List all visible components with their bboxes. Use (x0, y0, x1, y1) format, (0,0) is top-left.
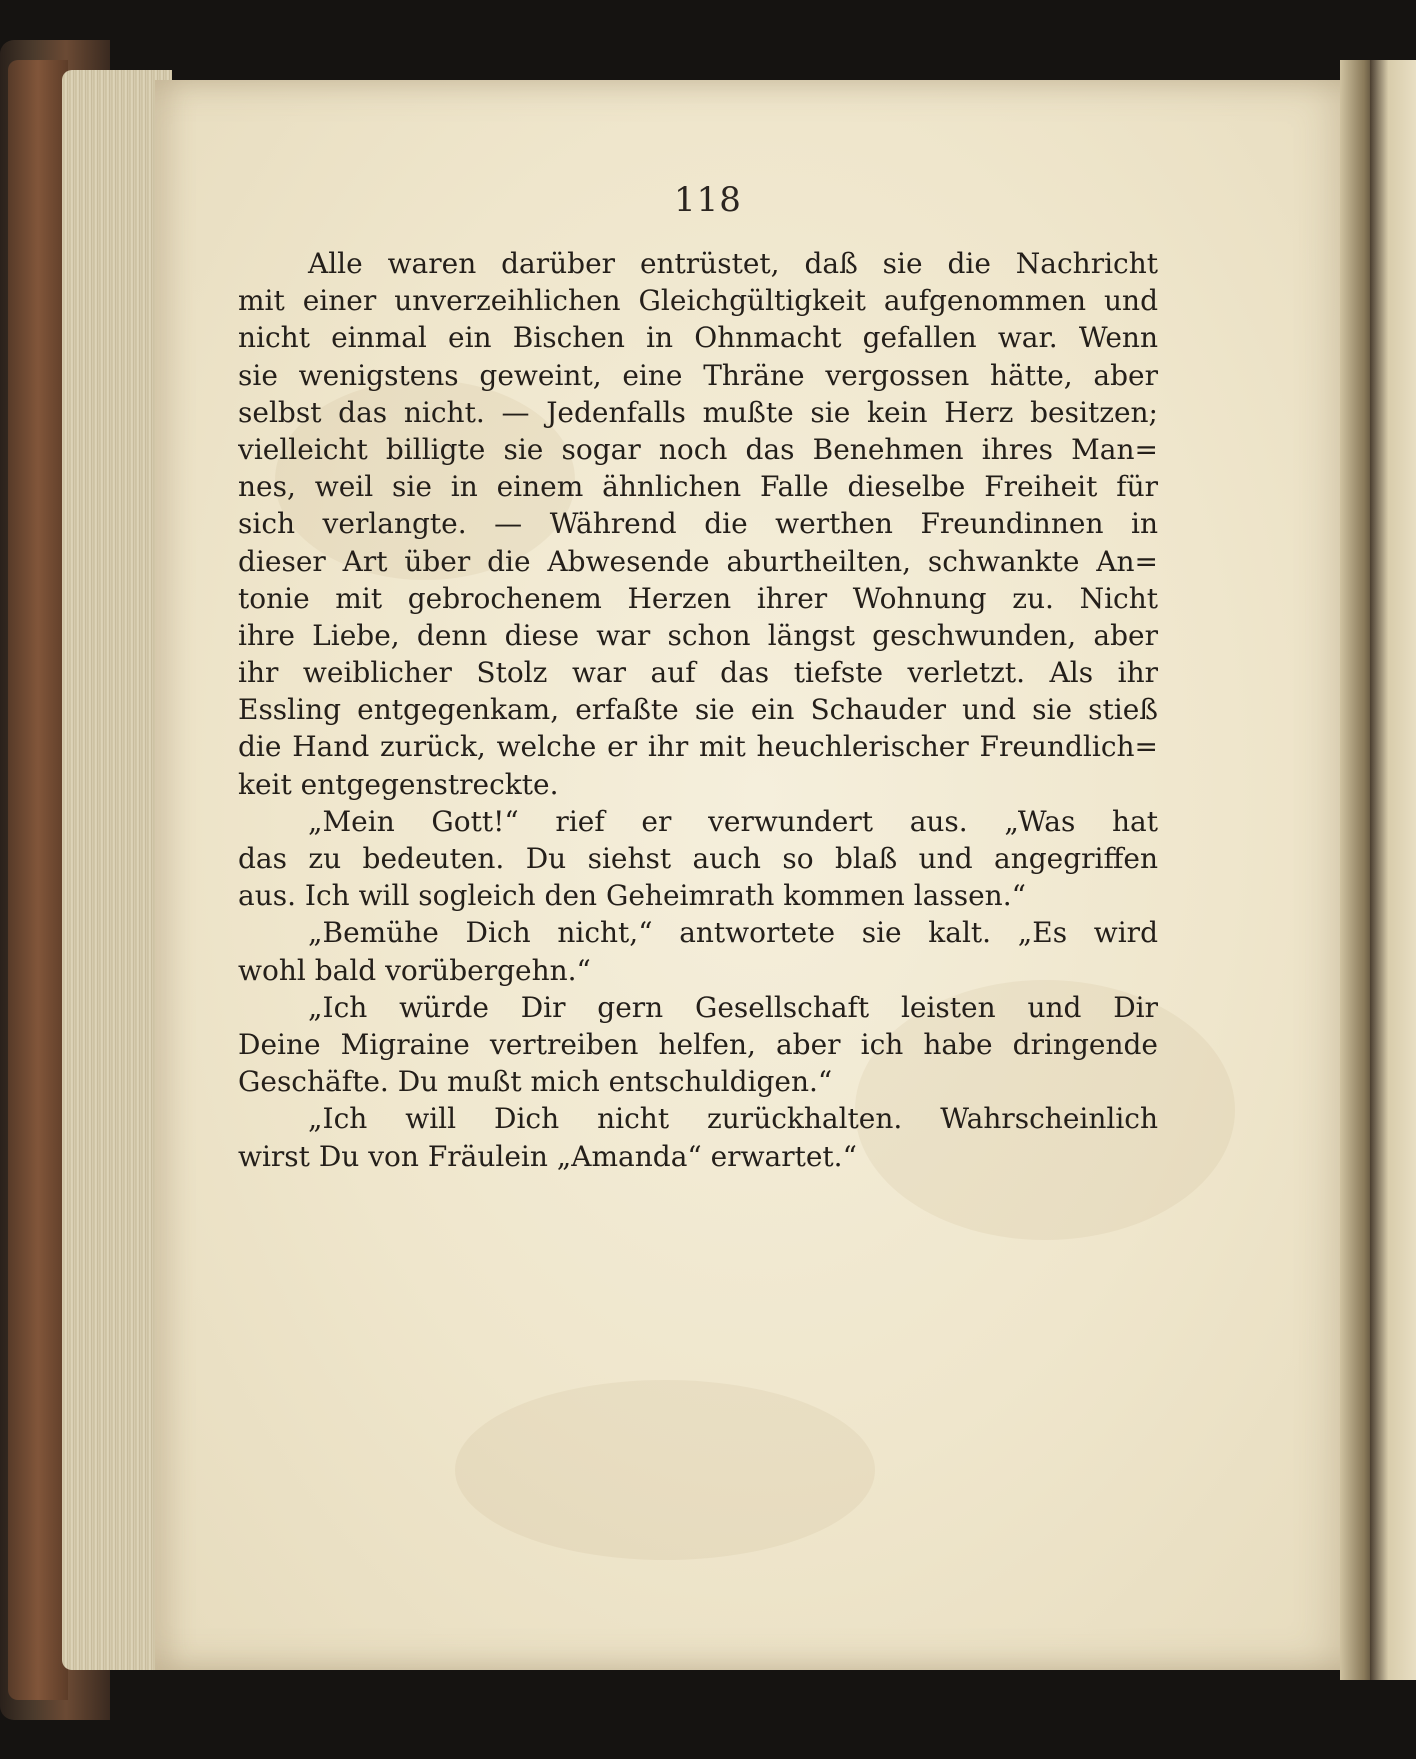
text-line: ihre Liebe, denn diese war schon längst geschwunden, aber (238, 618, 1158, 652)
paper-stain (455, 1380, 875, 1560)
text-line: das zu bedeuten. Du siehst auch so blaß und angegriffen (238, 842, 1158, 875)
text-line: tonie mit gebrochenem Herzen ihrer Wohnung zu. Nicht (238, 581, 1158, 615)
text-line: Geschäfte. Du mußt mich entschuldigen.“ (238, 1065, 833, 1099)
page-number: 118 (674, 180, 742, 220)
text-line: dieser Art über die Abwesende aburtheilten, schwankte An= (238, 544, 1158, 578)
text-line: ihr weiblicher Stolz war auf das tiefste verletzt. Als ihr (238, 656, 1158, 690)
text-line: die Hand zurück, welche er ihr mit heuchlerischer Freundlich= (238, 730, 1158, 764)
text-line: „Ich will Dich nicht zurückhalten. Wahrscheinlich (308, 1102, 1158, 1136)
text-line: sich verlangte. — Während die werthen Freundinnen in (238, 507, 1158, 541)
text-line: wirst Du von Fräulein „Amanda“ erwartet.“ (238, 1139, 857, 1173)
book-spine-edge (8, 60, 68, 1700)
text-line: sie wenigstens geweint, eine Thräne vergossen hätte, aber (238, 358, 1158, 392)
text-line: Alle waren darüber entrüstet, daß sie die Nachricht (308, 247, 1158, 280)
text-line: nicht einmal ein Bischen in Ohnmacht gefallen war. Wenn (238, 321, 1158, 355)
text-line: „Bemühe Dich nicht,“ antwortete sie kalt. „Es wird (308, 916, 1158, 950)
text-line: selbst das nicht. — Jedenfalls mußte sie kein Herz besitzen; (238, 395, 1158, 429)
text-line: Essling entgegenkam, erfaßte sie ein Schauder und sie stieß (238, 693, 1158, 727)
facing-page-edge (1370, 60, 1416, 1680)
text-line: „Mein Gott!“ rief er verwundert aus. „Was hat (308, 804, 1158, 838)
text-line: wohl bald vorübergehn.“ (238, 953, 591, 987)
text-line: nes, weil sie in einem ähnlichen Falle dieselbe Freiheit für (238, 470, 1158, 504)
body-text (238, 245, 1158, 1175)
text-line: vielleicht billigte sie sogar noch das Benehmen ihres Man= (238, 432, 1158, 466)
text-line: aus. Ich will sogleich den Geheimrath kommen lassen.“ (238, 879, 1026, 913)
text-line: Deine Migraine vertreiben helfen, aber ich habe dringende (238, 1027, 1158, 1061)
text-line: mit einer unverzeihlichen Gleichgültigkeit aufgenommen und (238, 284, 1158, 318)
text-line: keit entgegenstreckte. (238, 767, 559, 801)
text-line: „Ich würde Dir gern Gesellschaft leisten und Dir (308, 990, 1158, 1024)
